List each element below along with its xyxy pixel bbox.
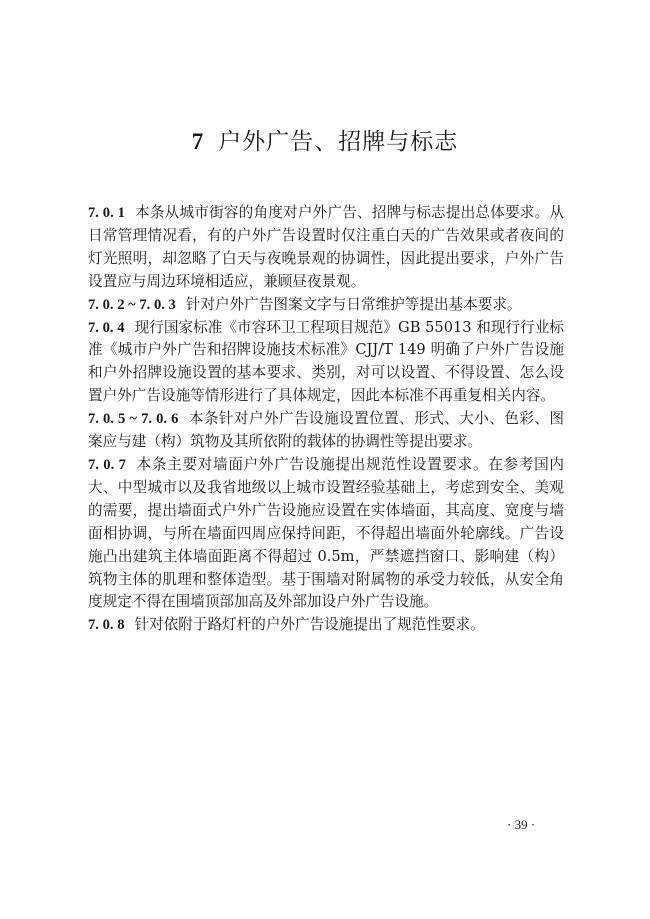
clause-paragraph-7-0-2-to-7-0-3 (88, 294, 564, 317)
chapter-title-text: 户外广告、招牌与标志 (218, 129, 459, 155)
clause-text: 现行国家标准《市容环卫工程项目规范》GB 55013 和现行行业标准《城市户外广告和招牌设施技术标准》CJJ/T 149 明确了户外广告设施和户外招牌设施设置的基本要求、类别，对可以设置、不得设置、怎么设置户外广告设施等情形进行了具体规定，因此本标准不再重复相关内容。 (88, 318, 565, 405)
clause-text: 针对户外广告图案文字与日常维护等提出基本要求。 (185, 295, 522, 313)
clause-text: 本条主要对墙面户外广告设施提出规范性设置要求。在参考国内大、中型城市以及我省地级以上城市设置经验基础上，考虑到安全、美观的需要，提出墙面式户外广告设施应设置在实体墙面，其高度、宽度与墙面相协调，与所在墙面四周应保持间距，不得超出墙面外轮廓线。广告设施凸出建筑主体墙面距离不得超过 0.5m，严禁遮挡窗口、影响建（构）筑物主体的肌理和整体造型。基于围墙对附属物的承受力较低，从安全角度规定不得在围墙顶部加高及外部加设户外广告设施。 (88, 455, 565, 611)
clause-explanations (88, 202, 564, 637)
chapter-heading (0, 122, 650, 162)
page-number: · 39 · (507, 817, 536, 832)
clause-paragraph-7-0-4 (88, 317, 564, 409)
clause-number: 7. 0. 4 (88, 319, 125, 336)
clause-number: 7. 0. 1 (88, 205, 125, 221)
clause-text: 本条针对户外广告设施设置位置、形式、大小、色彩、图案应与建（构）筑物及其所依附的载体的协调性等提出要求。 (88, 410, 564, 451)
clause-text: 本条从城市街容的角度对户外广告、招牌与标志提出总体要求。从日常管理情况看，有的户外广告设置时仅注重白天的广告效果或者夜间的灯光照明，却忽略了白天与夜晚景观的协调性，因此提出要求，户外广告设置应与周边环境相适应，兼顾昼夜景观。 (88, 204, 564, 290)
clause-paragraph-7-0-1 (88, 202, 564, 294)
chapter-number: 7 (191, 129, 205, 154)
clause-paragraph-7-0-5-to-7-0-6 (88, 408, 564, 454)
clause-text: 针对依附于路灯杆的户外广告设施提出了规范性要求。 (134, 616, 485, 634)
clause-paragraph-7-0-7 (88, 454, 564, 614)
clause-number: 7. 0. 7 (88, 456, 126, 473)
clause-number: 7. 0. 2 ~ 7. 0. 3 (88, 296, 176, 313)
clause-paragraph-7-0-8 (88, 614, 564, 637)
clause-number: 7. 0. 5 ~ 7. 0. 6 (88, 411, 179, 428)
clause-number: 7. 0. 8 (88, 617, 125, 634)
